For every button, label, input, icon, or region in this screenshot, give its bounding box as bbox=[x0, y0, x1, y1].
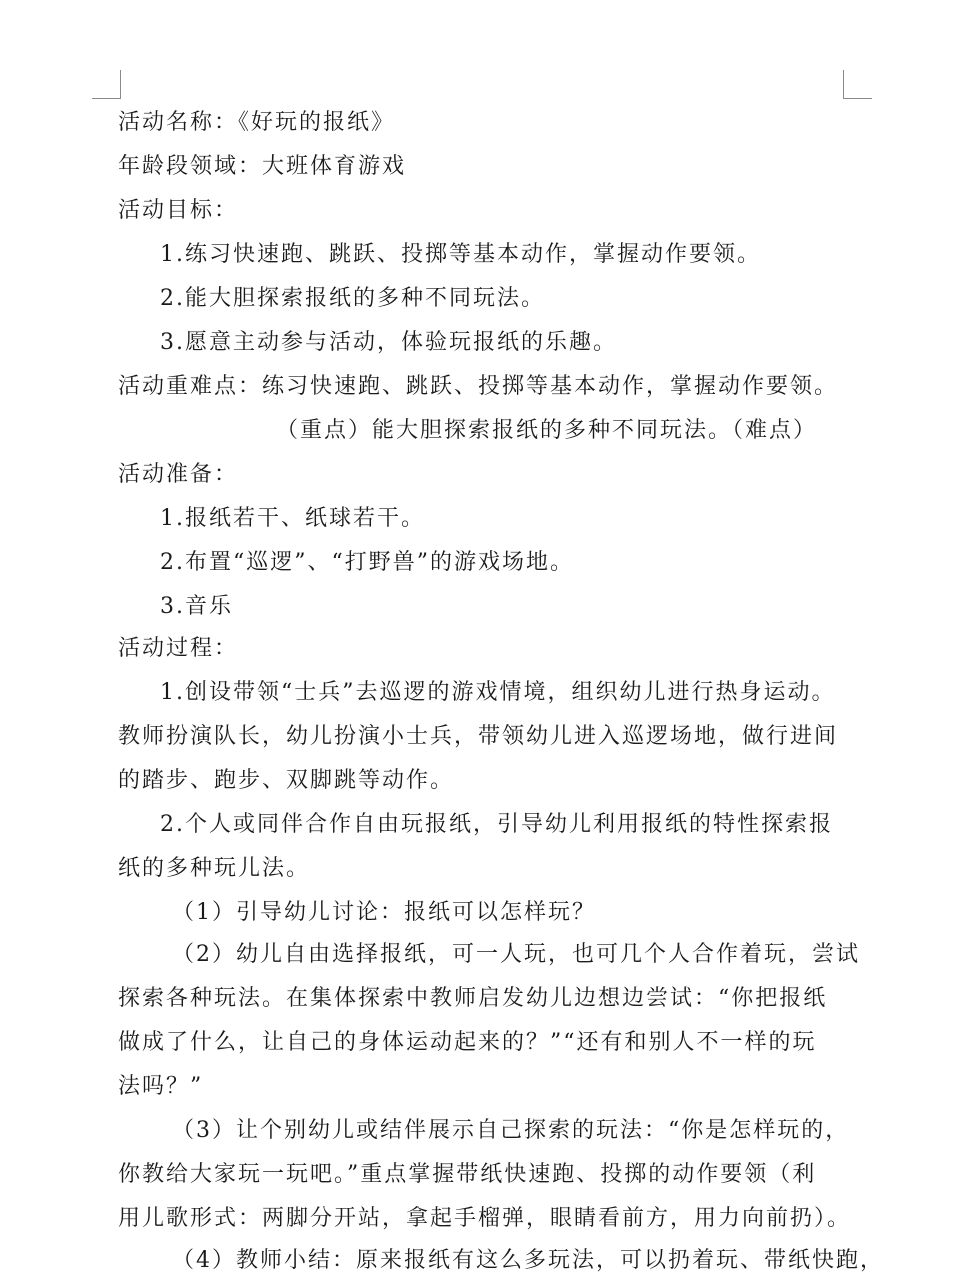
age-domain-line: 年龄段领域：大班体育游戏 bbox=[118, 154, 407, 179]
substep-2-line-2: 探索各种玩法。在集体探索中教师启发幼儿边想边尝试：“你把报纸 bbox=[118, 986, 828, 1011]
substep-3-line-3: 用儿歌形式：两脚分开站，拿起手榴弹，眼睛看前方，用力向前扔）。 bbox=[118, 1206, 852, 1231]
objective-item-3: 3.愿意主动参与活动，体验玩报纸的乐趣。 bbox=[160, 330, 617, 355]
substep-2-line-1: （2）幼儿自由选择报纸，可一人玩，也可几个人合作着玩，尝试 bbox=[172, 942, 860, 967]
substep-1-line: （1）引导幼儿讨论：报纸可以怎样玩？ bbox=[172, 900, 596, 925]
substep-2-line-3: 做成了什么，让自己的身体运动起来的？”“还有和别人不一样的玩 bbox=[118, 1030, 817, 1055]
key-points-line: 活动重难点：练习快速跑、跳跃、投掷等基本动作，掌握动作要领。 bbox=[118, 374, 839, 399]
page-corner-mark-right bbox=[843, 70, 872, 99]
key-points-continuation: （重点）能大胆探索报纸的多种不同玩法。（难点） bbox=[276, 418, 818, 443]
substep-4-line-1: （4）教师小结：原来报纸有这么多玩法，可以扔着玩、带纸快跑， bbox=[172, 1248, 884, 1273]
activity-name-line: 活动名称：《好玩的报纸》 bbox=[118, 110, 396, 135]
preparation-item-1: 1.报纸若干、纸球若干。 bbox=[160, 506, 425, 531]
substep-3-line-1: （3）让个别幼儿或结伴展示自己探索的玩法：“你是怎样玩的， bbox=[172, 1118, 850, 1143]
process-heading: 活动过程： bbox=[118, 636, 239, 661]
objectives-heading: 活动目标： bbox=[118, 198, 239, 223]
process-step-1-line-3: 的踏步、跑步、双脚跳等动作。 bbox=[118, 768, 455, 793]
page-corner-mark-left bbox=[92, 70, 121, 99]
substep-2-line-4: 法吗？” bbox=[118, 1074, 204, 1099]
preparation-heading: 活动准备： bbox=[118, 462, 239, 487]
process-step-1-line-1: 1.创设带领“士兵”去巡逻的游戏情境，组织幼儿进行热身运动。 bbox=[160, 680, 836, 705]
substep-3-line-2: 你教给大家玩一玩吧。”重点掌握带纸快速跑、投掷的动作要领（利 bbox=[118, 1162, 817, 1187]
preparation-item-3: 3.音乐 bbox=[160, 594, 233, 619]
preparation-item-2: 2.布置“巡逻”、“打野兽”的游戏场地。 bbox=[160, 550, 574, 575]
process-step-2-line-2: 纸的多种玩儿法。 bbox=[118, 856, 311, 881]
objective-item-1: 1.练习快速跑、跳跃、投掷等基本动作，掌握动作要领。 bbox=[160, 242, 761, 267]
process-step-1-line-2: 教师扮演队长，幼儿扮演小士兵，带领幼儿进入巡逻场地，做行进间 bbox=[118, 724, 839, 749]
process-step-2-line-1: 2.个人或同伴合作自由玩报纸，引导幼儿利用报纸的特性探索报 bbox=[160, 812, 833, 837]
objective-item-2: 2.能大胆探索报纸的多种不同玩法。 bbox=[160, 286, 545, 311]
